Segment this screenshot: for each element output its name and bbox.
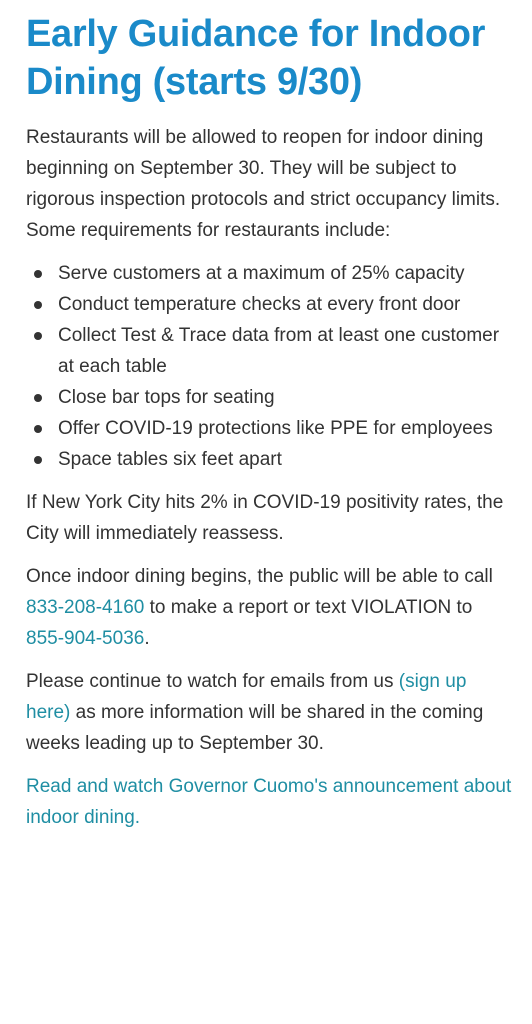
list-item xyxy=(58,444,512,475)
report-text-middle: to make a report or text VIOLATION to xyxy=(144,597,473,618)
emails-paragraph xyxy=(26,666,512,759)
list-item xyxy=(58,382,512,413)
bullet-icon xyxy=(34,332,42,340)
bullet-icon xyxy=(34,270,42,278)
text-number-link[interactable]: 855-904-5036 xyxy=(26,628,145,649)
phone-link[interactable]: 833-208-4160 xyxy=(26,597,145,618)
page-title: Early Guidance for Indoor Dining (starts 9/30) xyxy=(26,13,486,103)
list-item-text: Space tables six feet apart xyxy=(58,449,282,470)
bullet-icon xyxy=(34,301,42,309)
report-text-end: . xyxy=(144,628,150,649)
footer-paragraph xyxy=(26,771,512,833)
report-paragraph xyxy=(26,561,512,654)
list-item xyxy=(58,258,512,289)
positivity-paragraph: If New York City hits 2% in COVID-19 positivity rates, the City will immediately reassess. xyxy=(26,492,504,544)
report-text-start: Once indoor dining begins, the public will be able to call xyxy=(26,566,493,587)
emails-text-start: Please continue to watch for emails from us xyxy=(26,671,399,692)
requirements-list xyxy=(26,258,512,475)
list-item xyxy=(58,289,512,320)
list-item-text: Conduct temperature checks at every front door xyxy=(58,294,461,315)
list-item-text: Close bar tops for seating xyxy=(58,387,275,408)
intro-paragraph: Restaurants will be allowed to reopen for indoor dining beginning on September 30. They will be subject to rigorous inspection protocols and strict occupancy limits. Some requirements for restaurants include: xyxy=(26,127,501,241)
sign-up-link[interactable]: (sign up here) xyxy=(26,671,467,723)
bullet-icon xyxy=(34,425,42,433)
list-item xyxy=(58,320,512,382)
emails-text-end: as more information will be shared in the coming weeks leading up to September 30. xyxy=(26,702,484,754)
list-item-text: Serve customers at a maximum of 25% capacity xyxy=(58,263,465,284)
list-item-text: Offer COVID-19 protections like PPE for employees xyxy=(58,418,493,439)
list-item-text: Collect Test & Trace data from at least one customer at each table xyxy=(58,325,500,377)
bullet-icon xyxy=(34,456,42,464)
announcement-link[interactable]: Read and watch Governor Cuomo's announcement about indoor dining. xyxy=(26,776,512,828)
list-item xyxy=(58,413,512,444)
bullet-icon xyxy=(34,394,42,402)
